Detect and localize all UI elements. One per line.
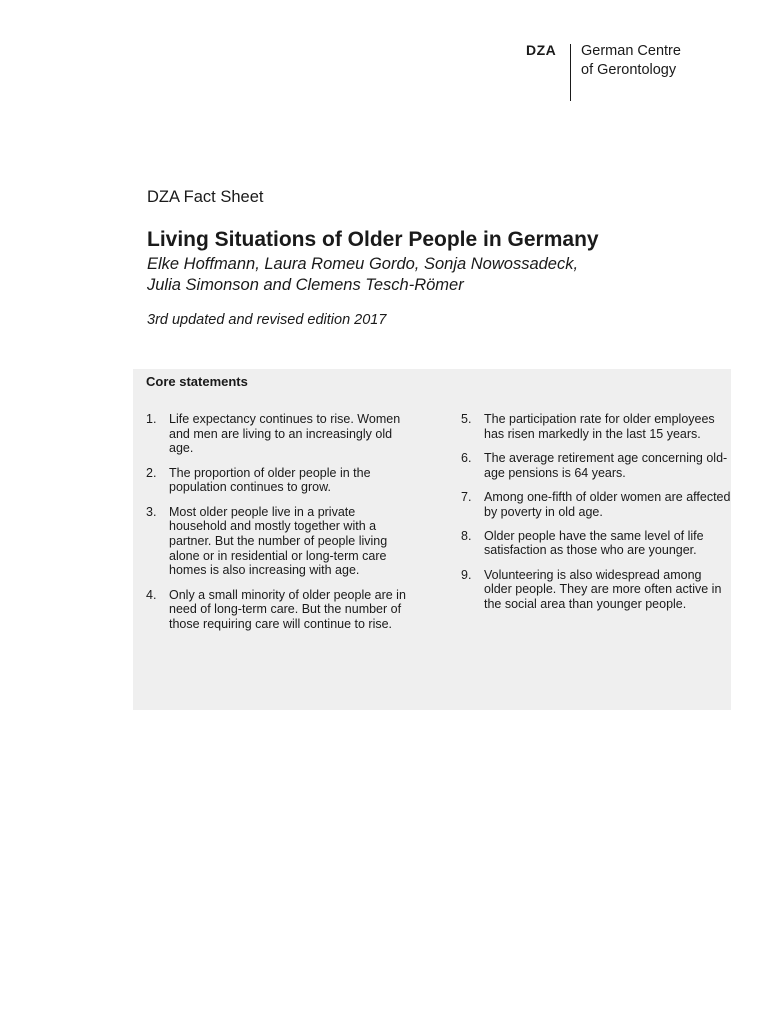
statement-item (146, 412, 416, 456)
statement-item (461, 568, 731, 612)
statements-column-right (461, 412, 731, 621)
statement-text: Among one-fifth of older women are affected by poverty in old age. (484, 489, 731, 519)
statement-item (461, 451, 731, 480)
logo-name-line-2: of Gerontology (581, 62, 677, 78)
statement-item (461, 490, 731, 519)
statement-number: 6. (461, 450, 472, 465)
authors-line-1: Elke Hoffmann, Laura Romeu Gordo, Sonja Nowossadeck, (147, 255, 579, 273)
page-title: Living Situations of Older People in Germany (147, 228, 599, 251)
logo-divider (570, 44, 571, 101)
statement-number: 4. (146, 587, 157, 602)
statement-text: The participation rate for older employees has risen markedly in the last 15 years. (484, 412, 715, 441)
statement-item (461, 529, 731, 558)
series-label: DZA Fact Sheet (147, 188, 264, 206)
statement-text: Older people have the same level of life satisfaction as those who are younger. (484, 528, 704, 558)
statement-number: 9. (461, 567, 472, 582)
statement-number: 8. (461, 528, 472, 543)
statement-text: Only a small minority of older people are in need of long-term care. But the number of those requiring care will continue to rise. (169, 587, 406, 631)
core-statements-heading: Core statements (146, 374, 248, 389)
statement-item (146, 588, 416, 632)
statement-number: 7. (461, 489, 472, 504)
statement-text: Most older people live in a private household and mostly together with a partner. But the number of people living alone or in residential or long-term care homes is also increasing with age. (169, 504, 388, 578)
statement-text: The proportion of older people in the population continues to grow. (169, 465, 371, 495)
statement-text: Life expectancy continues to rise. Women and men are living to an increasingly old age. (169, 412, 401, 456)
statement-number: 2. (146, 465, 157, 480)
logo-name-line-1: German Centre (581, 43, 681, 59)
edition-note: 3rd updated and revised edition 2017 (147, 312, 387, 328)
logo-institution-name (581, 42, 681, 80)
statement-number: 1. (146, 412, 157, 426)
statement-text: Volunteering is also widespread among older people. They are more often active in the social area than younger people. (484, 567, 722, 612)
statement-item (461, 412, 731, 441)
statement-item (146, 505, 416, 579)
logo-abbreviation: DZA (526, 42, 557, 58)
statement-text: The average retirement age concerning old-age pensions is 64 years. (484, 450, 728, 480)
statement-item (146, 466, 416, 495)
statement-number: 5. (461, 412, 472, 426)
authors-line-2: Julia Simonson and Clemens Tesch-Römer (147, 276, 464, 294)
statement-number: 3. (146, 504, 157, 519)
authors (147, 254, 578, 296)
core-statements-box (133, 369, 731, 710)
statements-column-left (146, 412, 416, 641)
